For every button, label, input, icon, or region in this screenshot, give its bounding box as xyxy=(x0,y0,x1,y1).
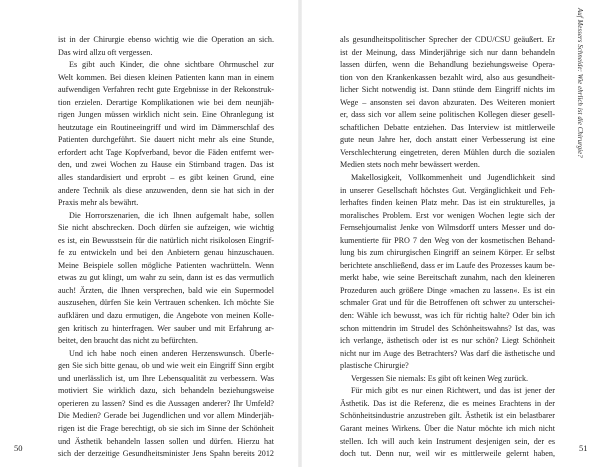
text-line: Sie nicht abschrecken. Doch dürfen sie aufzeigen, wie wichtig xyxy=(58,223,274,233)
text-line: Es gibt auch Kinder, die ohne sichtbare Ohrmuschel zur xyxy=(69,60,274,70)
text-line: lerhaftes finden keinen Platz mehr. Das ist ein strukturelles, ja xyxy=(340,198,555,208)
left-page-text xyxy=(58,34,274,461)
text-line: fe zu entwickeln und bei den Anbietern genau hinzuschauen. xyxy=(58,248,274,258)
text-line: gen kritisch zu hinterfragen. Wer sauber und mit Erfahrung ar- xyxy=(58,323,274,333)
text-line: tion erzielen. Derartige Komplikationen wie bei dem neunjäh- xyxy=(58,97,274,107)
text-line: erfordert acht Tage Kopfverband, bevor die Fäden entfernt wer- xyxy=(58,147,274,157)
text-line: Vergessen Sie niemals: Es gibt oft keinen Weg zurück. xyxy=(351,373,529,383)
text-line: auszusehen, dürfen Sie kein Vertrauen schenken. Ich möchte Sie xyxy=(58,298,274,308)
text-line: gute neun Jahre her, doch anstatt einer Verbesserung ist eine xyxy=(340,135,555,145)
book-gutter xyxy=(298,0,302,467)
text-line: Fernsehjournalist Jenke von Wilmsdorff unters Messer und do- xyxy=(340,223,555,233)
text-line: merkt habe, wie seine Bereitschaft zunahm, nach den kleineren xyxy=(340,273,555,283)
text-line: schaftlichen Debatte entziehen. Das Interview ist mittlerweile xyxy=(340,122,555,132)
text-line: auch! Ärzten, die Ihnen versprechen, bald wie ein Supermodel xyxy=(58,285,274,295)
text-line: Das wird allzu oft vergessen. xyxy=(58,47,153,57)
text-line: sich der derzeitige Gesundheitsminister Jens Spahn bereits 2012 xyxy=(58,449,274,459)
text-line: beitet, den braucht das nicht zu befürchten. xyxy=(58,336,198,346)
text-line: Die Horrorszenarien, die ich Ihnen aufgemalt habe, sollen xyxy=(69,210,274,220)
text-line: aufklären und dazu ermutigen, die Angebote von meinen Kolle- xyxy=(58,311,274,321)
text-line: gen Sie sich bitte genau, ob und wie weit ein Eingriff Sinn ergibt xyxy=(58,361,274,371)
text-line: licher Sicht notwendig ist. Dann stünde dem Eingriff nichts im xyxy=(340,85,555,95)
text-line: er, dass sich vor allem seine politischen Kollegen dieser gesell- xyxy=(340,110,555,120)
text-line: lassen dürfen, wenn die Behandlung beziehungsweise Opera- xyxy=(340,60,555,70)
text-line: Verschlechterung eingetreten, deren Mühlen durch die sozialen xyxy=(340,147,555,157)
text-line: schmaler Grat und für die Betroffenen oft schwer zu unterschei- xyxy=(340,298,555,308)
text-line: operieren zu lassen? Sind es die Aussagen anderer? Ihr Umfeld? xyxy=(58,398,274,408)
text-line: Meine Beispiele sollen mögliche Patienten wachrütteln. Wenn xyxy=(58,260,274,270)
text-line: und Ästhetik behandeln lassen sollen und dürfen. Hierzu hat xyxy=(58,436,274,446)
text-line: moralisches Problem. Erst vor wenigen Wochen legte sich der xyxy=(340,210,555,220)
text-line: alles standardisiert und erprobt – es gibt keinen Grund, eine xyxy=(58,173,274,183)
text-line: Makellosigkeit, Vollkommenheit und Jugendlichkeit sind xyxy=(351,173,555,183)
text-line: als gesundheitspolitischer Sprecher der CDU/CSU geäußert. Er xyxy=(340,35,555,44)
text-line: und unerlässlich ist, um Ihre Lebensqualität zu verbessern. Was xyxy=(58,373,274,383)
text-line: rigen Jungen müssen wirklich nicht sein. Eine Ohranlegung ist xyxy=(58,110,274,120)
text-line: tion von den Krankenkassen bezahlt wird, also aus gesundheit- xyxy=(340,72,555,82)
text-line: plastische Chirurgie? xyxy=(340,361,409,371)
text-line: schon mittendrin im Strudel des Schönheitswahns? Ist das, was xyxy=(340,323,555,333)
text-line: den: Wähle ich bewusst, was ich für richtig halte? Oder bin ich xyxy=(340,311,555,321)
right-page-text xyxy=(340,34,555,461)
text-line: es ist, ein Bewusstsein für die natürlich nicht risikolosen Eingrif- xyxy=(58,235,274,245)
text-line: heutzutage ein Routineeingriff und wird im Dämmerschlaf des xyxy=(58,122,274,132)
text-line: Und ich habe noch einen anderen Herzenswunsch. Überle- xyxy=(69,348,274,358)
text-line: Welt kommen. Bei diesen kleinen Patienten kann man in einem xyxy=(58,72,274,82)
text-line: Wege – ansonsten sei davon abzuraten. Des Weiteren moniert xyxy=(340,97,555,107)
text-line: rigen ist die Frage berechtigt, ob sie sich im Sinne der Schönheit xyxy=(58,423,274,433)
text-line: motiviert Sie wirklich dazu, sich behandeln beziehungsweise xyxy=(58,386,274,396)
page-number-right: 51 xyxy=(579,443,588,453)
text-line: ist in der Chirurgie ebenso wichtig wie die Operation an sich. xyxy=(58,35,274,44)
text-line: Die Medien? Gerade bei Jugendlichen und vor allem Minderjäh- xyxy=(58,411,274,421)
text-line: nicht nur im Auge des Betrachters? Was darf die ästhetische und xyxy=(340,348,555,358)
text-line: Garant meines Wirkens. Über die Natur möchte ich mich nicht xyxy=(340,423,555,433)
running-head: Auf Messers Schneide: Wie ehrlich ist die Chirurgie? xyxy=(576,8,583,158)
text-line: kumentierte für PRO 7 den Weg von der kosmetischen Behand- xyxy=(340,235,555,245)
text-line: stellen. Ich will auch kein Instrument desjenigen sein, der es xyxy=(340,436,555,446)
text-line: Praxis mehr als bewährt. xyxy=(58,198,139,208)
text-line: ich verlange, ästhetisch oder ist es nur schön? Liegt Schönheit xyxy=(340,336,555,346)
text-line: Medien stets noch mehr bewässert werden. xyxy=(340,160,480,170)
text-line: andere Technik als diese anzuwenden, denn sie hat sich in der xyxy=(58,185,274,195)
text-line: in unserer Gesellschaft höchstes Gut. Vergänglichkeit und Feh- xyxy=(340,185,555,195)
text-line: Schönheitsindustrie anzustreben gilt. Ästhetik ist ein belastbarer xyxy=(340,411,555,421)
text-line: Patienten durchgeführt. Sie dauert nicht mehr als eine Stunde, xyxy=(58,135,274,145)
text-line: Prozeduren auch größere Dinge »machen zu lassen«. Es ist ein xyxy=(340,285,555,295)
text-line: berichtete anschließend, dass er im Laufe des Prozesses kaum be- xyxy=(340,260,555,270)
text-line: etwas zu gut klingt, um wahr zu sein, dann ist es das vermutlich xyxy=(58,273,274,283)
text-line: den, und zwei Wochen zu Hause ein Stirnband tragen. Das ist xyxy=(58,160,274,170)
text-line: lung bis zum chirurgischen Eingriff an seinem Körper. Er selbst xyxy=(340,248,555,258)
text-line: doch tut. Denn nur, weil wir es mittlerweile gelernt haben, xyxy=(340,449,555,459)
text-line: ist der Meinung, dass Minderjährige sich nur dann behandeln xyxy=(340,47,555,57)
page-number-left: 50 xyxy=(14,443,23,453)
text-line: Für mich gibt es nur einen Richtwert, und das ist jener der xyxy=(351,386,555,396)
text-line: aufwendigen Verfahren recht gute Ergebnisse in der Rekonstruk- xyxy=(58,85,274,95)
text-line: Ästhetik. Das ist die Referenz, die es meines Erachtens in der xyxy=(340,398,555,408)
